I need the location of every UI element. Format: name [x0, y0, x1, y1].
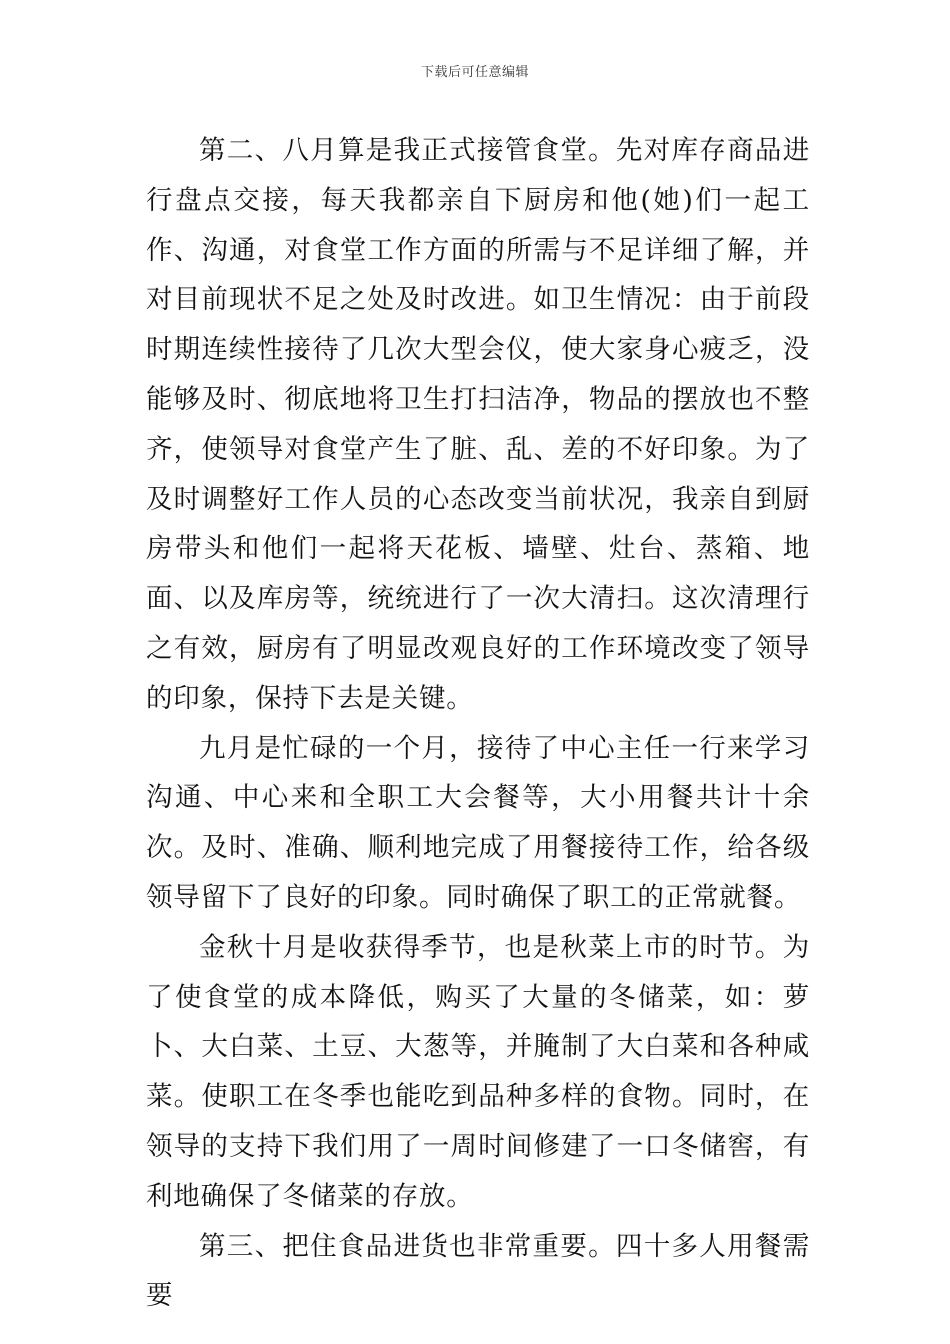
paragraph-food-purchasing: 第三、把住食品进货也非常重要。四十多人用餐需要	[146, 1230, 810, 1312]
paragraph-october: 金秋十月是收获得季节，也是秋菜上市的时节。为了使食堂的成本降低，购买了大量的冬储菜，如：萝卜、大白菜、土豆、大葱等，并腌制了大白菜和各种咸菜。使职工在冬季也能吃到品种多样的食物。同时，在领导的支持下我们用了一周时间修建了一口冬储窖，有利地确保了冬储菜的存放。	[146, 931, 810, 1212]
page-header-note: 下载后可任意编辑	[420, 65, 529, 80]
paragraph-august: 第二、八月算是我正式接管食堂。先对库存商品进行盘点交接，每天我都亲自下厨房和他(她)们一起工作、沟通，对食堂工作方面的所需与不足详细了解，并对目前现状不足之处及时改进。如卫生情况：由于前段时期连续性接待了几次大型会仪，使大家身心疲乏，没能够及时、彻底地将卫生打扫洁净，物品的摆放也不整齐，使领导对食堂产生了脏、乱、差的不好印象。为了及时调整好工作人员的心态改变当前状况，我亲自到厨房带头和他们一起将天花板、墙壁、灶台、蒸箱、地面、以及库房等，统统进行了一次大清扫。这次清理行之有效，厨房有了明显改观良好的工作环境改变了领导的印象，保持下去是关键。	[146, 135, 810, 714]
paragraph-september: 九月是忙碌的一个月，接待了中心主任一行来学习沟通、中心来和全职工大会餐等，大小用餐共计十余次。及时、准确、顺利地完成了用餐接待工作，给各级领导留下了良好的印象。同时确保了职工的正常就餐。	[146, 732, 810, 913]
document-body	[146, 126, 810, 1321]
